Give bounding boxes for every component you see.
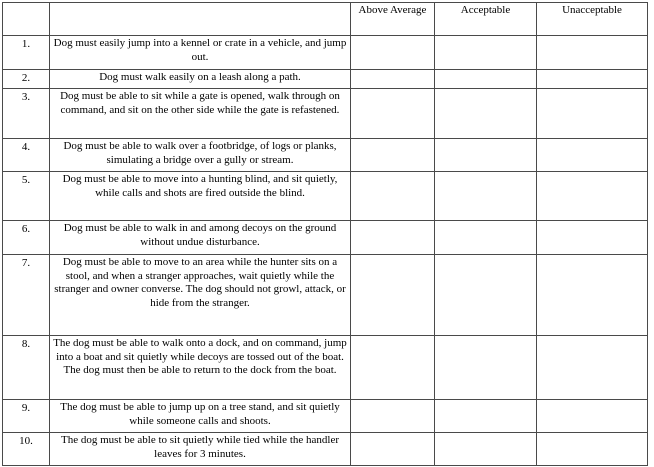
cell-above-average[interactable] <box>351 400 435 433</box>
cell-acceptable[interactable] <box>435 139 537 172</box>
row-task: The dog must be able to jump up on a tree stand, and sit quietly while someone calls and shoots. <box>50 400 351 433</box>
row-task: Dog must be able to sit while a gate is opened, walk through on command, and sit on the other side while the gate is refastened. <box>50 89 351 139</box>
cell-unacceptable[interactable] <box>537 36 648 70</box>
cell-acceptable[interactable] <box>435 255 537 336</box>
row-task: Dog must easily jump into a kennel or crate in a vehicle, and jump out. <box>50 36 351 70</box>
header-row <box>3 3 648 36</box>
cell-above-average[interactable] <box>351 221 435 255</box>
cell-acceptable[interactable] <box>435 433 537 466</box>
cell-above-average[interactable] <box>351 336 435 400</box>
cell-above-average[interactable] <box>351 172 435 221</box>
row-task: The dog must be able to walk onto a dock, and on command, jump into a boat and sit quietly while decoys are tossed out of the boat. The dog must then be able to return to the dock from the boat. <box>50 336 351 400</box>
cell-unacceptable[interactable] <box>537 400 648 433</box>
header-above-average: Above Average <box>351 3 435 36</box>
table-row <box>3 139 648 172</box>
cell-acceptable[interactable] <box>435 70 537 89</box>
cell-above-average[interactable] <box>351 139 435 172</box>
row-number: 6. <box>3 221 50 255</box>
table-row <box>3 433 648 466</box>
row-number: 7. <box>3 255 50 336</box>
row-number: 10. <box>3 433 50 466</box>
row-number: 5. <box>3 172 50 221</box>
row-task: Dog must be able to move into a hunting blind, and sit quietly, while calls and shots are fired outside the blind. <box>50 172 351 221</box>
table-row <box>3 255 648 336</box>
evaluation-table <box>2 2 648 466</box>
cell-above-average[interactable] <box>351 255 435 336</box>
table-row <box>3 89 648 139</box>
row-number: 3. <box>3 89 50 139</box>
row-task: Dog must be able to move to an area while the hunter sits on a stool, and when a stranger approaches, wait quietly while the stranger and owner converse. The dog should not growl, attack, or hide from the stranger. <box>50 255 351 336</box>
cell-above-average[interactable] <box>351 89 435 139</box>
cell-above-average[interactable] <box>351 36 435 70</box>
cell-unacceptable[interactable] <box>537 221 648 255</box>
header-unacceptable: Unacceptable <box>537 3 648 36</box>
cell-unacceptable[interactable] <box>537 139 648 172</box>
cell-acceptable[interactable] <box>435 89 537 139</box>
cell-acceptable[interactable] <box>435 400 537 433</box>
row-number: 8. <box>3 336 50 400</box>
cell-unacceptable[interactable] <box>537 70 648 89</box>
row-task: Dog must be able to walk over a footbridge, of logs or planks, simulating a bridge over a gully or stream. <box>50 139 351 172</box>
row-number: 1. <box>3 36 50 70</box>
table-row <box>3 172 648 221</box>
table-row <box>3 70 648 89</box>
header-task <box>50 3 351 36</box>
row-number: 4. <box>3 139 50 172</box>
cell-unacceptable[interactable] <box>537 433 648 466</box>
table-row <box>3 221 648 255</box>
cell-unacceptable[interactable] <box>537 336 648 400</box>
cell-unacceptable[interactable] <box>537 172 648 221</box>
cell-acceptable[interactable] <box>435 36 537 70</box>
cell-unacceptable[interactable] <box>537 255 648 336</box>
cell-unacceptable[interactable] <box>537 89 648 139</box>
cell-acceptable[interactable] <box>435 172 537 221</box>
header-number <box>3 3 50 36</box>
row-task: The dog must be able to sit quietly while tied while the handler leaves for 3 minutes. <box>50 433 351 466</box>
row-number: 9. <box>3 400 50 433</box>
row-task: Dog must be able to walk in and among decoys on the ground without undue disturbance. <box>50 221 351 255</box>
cell-above-average[interactable] <box>351 433 435 466</box>
cell-above-average[interactable] <box>351 70 435 89</box>
table-row <box>3 36 648 70</box>
table-row <box>3 400 648 433</box>
header-acceptable: Acceptable <box>435 3 537 36</box>
cell-acceptable[interactable] <box>435 336 537 400</box>
row-number: 2. <box>3 70 50 89</box>
cell-acceptable[interactable] <box>435 221 537 255</box>
row-task: Dog must walk easily on a leash along a path. <box>50 70 351 89</box>
table-row <box>3 336 648 400</box>
